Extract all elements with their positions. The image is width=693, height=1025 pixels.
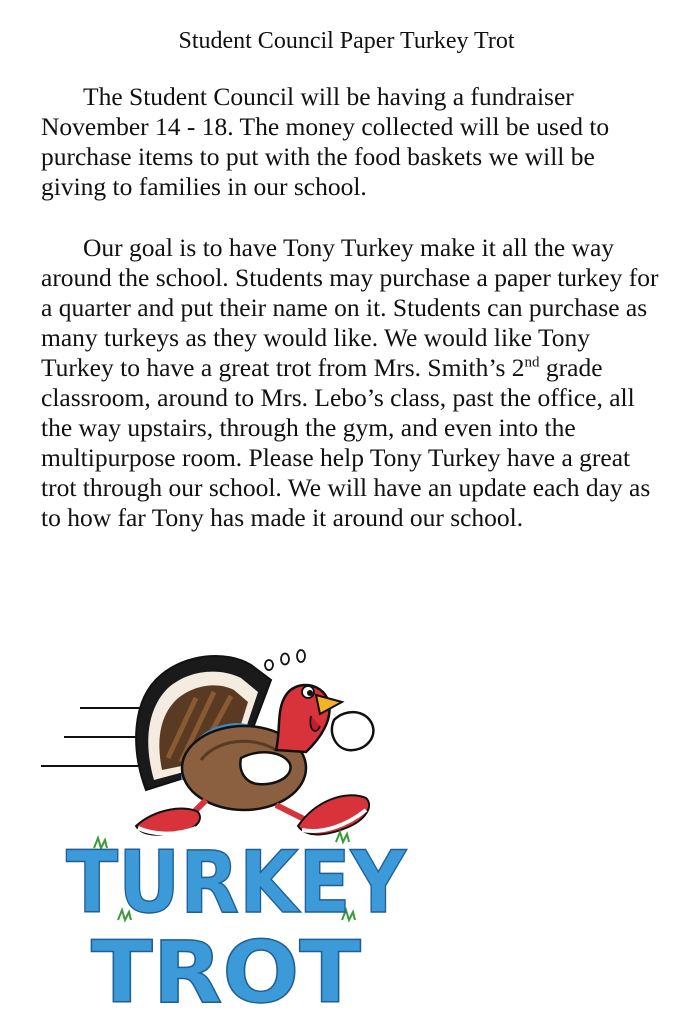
paragraph-fundraiser: The Student Council will be having a fundraiser November 14 - 18. The money collected will be used to purchase items to put with the food baskets we will be giving to families in our school.: [41, 82, 610, 201]
paragraph-goal-part2: grade classroom, around to Mrs. Lebo’s class, past the office, all the way upstairs, through the gym, and even into the multipurpose room. Please help Tony Turkey have a great trot through our school. We will have an update each day as to how far Tony has made it around our school.: [41, 353, 651, 532]
paragraph-goal: [41, 233, 661, 533]
turkey-trot-logo: [36, 640, 436, 1020]
running-turkey-icon: [36, 640, 436, 1020]
paragraph-goal-part1: Our goal is to have Tony Turkey make it all the way around the school. Students may purchase a paper turkey for a quarter and put their name on it. Students can purchase as many turkeys as they would like. We would like Tony Turkey to have a great trot from Mrs. Smith’s 2: [41, 233, 659, 382]
page-title: Student Council Paper Turkey Trot: [178, 28, 515, 54]
logo-line-trot: TROT: [91, 923, 362, 1020]
logo-line-turkey: TURKEY: [66, 833, 408, 933]
ordinal-suffix: nd: [524, 354, 540, 371]
